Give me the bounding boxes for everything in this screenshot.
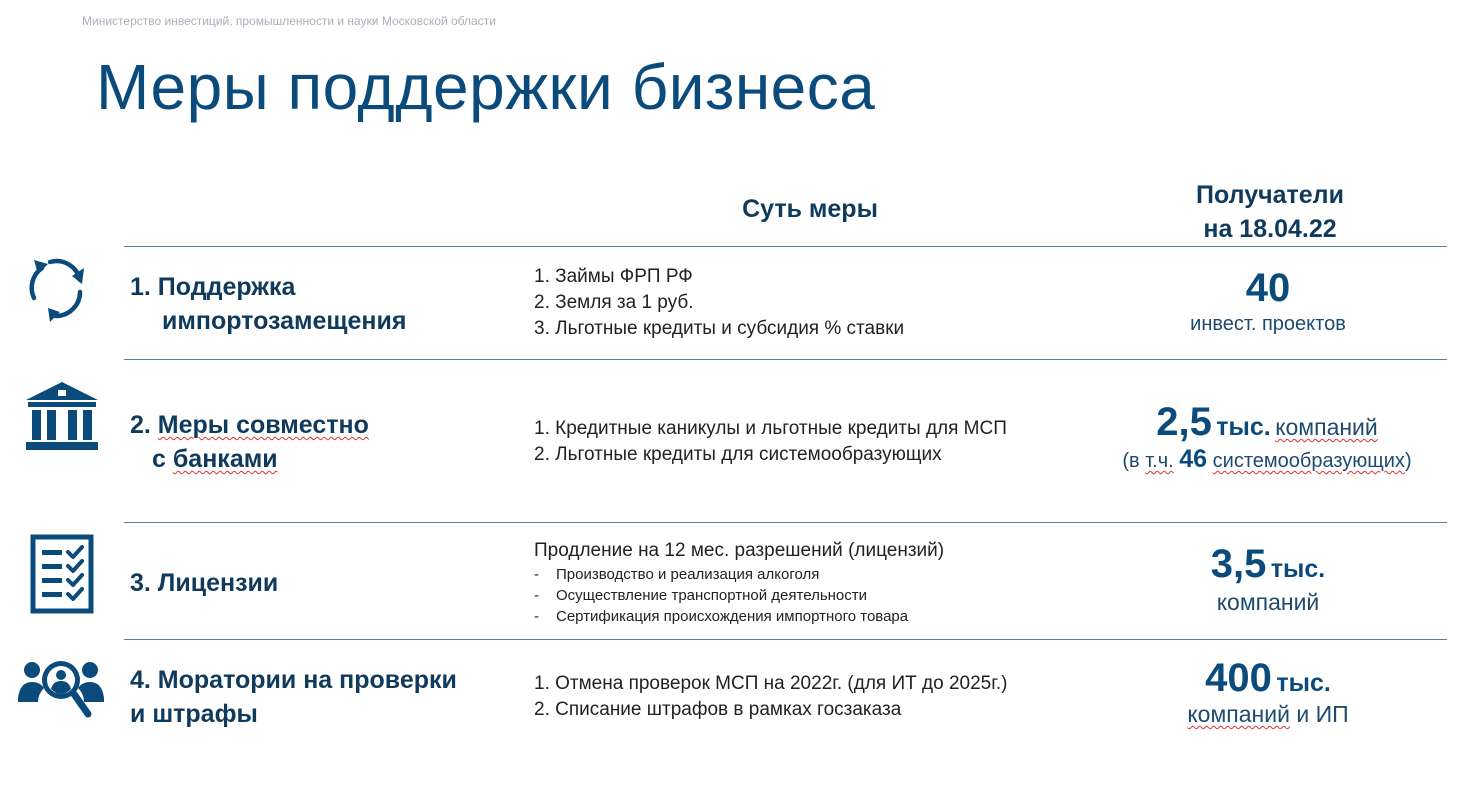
- list-item: 1. Отмена проверок МСП на 2022г. (для ИТ до 2025г.): [534, 673, 1008, 694]
- recipients-header-line2: на 18.04.22: [1203, 215, 1337, 243]
- subitem-text: Производство и реализация алкоголя: [556, 566, 820, 583]
- row-2-description: [534, 416, 1007, 468]
- recipients-number: 3,5: [1210, 542, 1267, 586]
- row-2-title: [130, 408, 369, 476]
- recipients-label: компаний: [1275, 414, 1378, 440]
- bank-building-icon: [24, 380, 100, 452]
- description-lead: Продление на 12 мес. разрешений (лицензий): [534, 540, 945, 561]
- recipients-unit: тыс.: [1276, 669, 1331, 697]
- recipients-label: компаний: [1216, 589, 1320, 615]
- divider: [124, 246, 1447, 247]
- divider: [124, 639, 1447, 640]
- row-2-number: 2.: [130, 411, 158, 439]
- row-1-title: [130, 270, 406, 338]
- note-open: (в: [1122, 450, 1146, 472]
- divider: [124, 522, 1447, 523]
- note-text: системообразующих: [1212, 450, 1405, 472]
- row-1-title-line2: импортозамещения: [162, 307, 407, 335]
- row-2-title-banks: банками: [172, 445, 278, 473]
- list-item: 2. Льготные кредиты для системообразующих: [534, 444, 942, 465]
- row-2-title-pre: с: [152, 445, 173, 473]
- recipients-number: 2,5: [1156, 400, 1212, 444]
- recipients-label-b: и ИП: [1289, 701, 1349, 727]
- subitem-text: Осуществление транспортной деятельности: [556, 587, 868, 604]
- note-number: 46: [1179, 445, 1208, 473]
- row-3-description: [534, 538, 944, 627]
- note-abbr: т.ч.: [1145, 450, 1174, 472]
- row-4-title-line2: и штрафы: [130, 700, 258, 728]
- row-4-title-line1: 4. Моратории на проверки: [130, 666, 457, 694]
- checklist-icon: [30, 534, 94, 614]
- list-item: 1. Кредитные каникулы и льготные кредиты для МСП: [534, 418, 1007, 439]
- column-header-measure: Суть меры: [742, 195, 878, 223]
- recipients-main: [1100, 400, 1434, 445]
- row-2-title-line1: [130, 408, 369, 442]
- recipients-label: [1148, 701, 1388, 728]
- list-item: 2. Земля за 1 руб.: [534, 292, 694, 313]
- recipients-label-a: компаний: [1187, 701, 1290, 727]
- list-item: [534, 606, 944, 627]
- group-search-icon: [18, 656, 104, 722]
- recipients-note: [1100, 445, 1434, 474]
- row-4-description: [534, 671, 1007, 723]
- row-3-title-line1: 3. Лицензии: [130, 569, 279, 597]
- row-3-recipients: [1168, 542, 1368, 616]
- recipients-unit: тыс.: [1270, 555, 1326, 583]
- note-close: ): [1404, 450, 1412, 472]
- recipients-label: инвест. проектов: [1190, 313, 1346, 335]
- dash: -: [534, 608, 539, 625]
- recipients-main: [1148, 656, 1388, 701]
- recipients-number: 40: [1245, 266, 1291, 310]
- row-1-description: [534, 264, 904, 342]
- list-item: [534, 585, 944, 606]
- subitem-text: Сертификация происхождения импортного товара: [556, 608, 909, 625]
- recipients-unit: тыс.: [1216, 413, 1271, 441]
- list-item: 3. Льготные кредиты и субсидия % ставки: [534, 318, 905, 339]
- row-4-recipients: [1148, 656, 1388, 728]
- row-1-title-line1: 1. Поддержка: [130, 273, 296, 301]
- ministry-label: Министерство инвестиций, промышленности и науки Московской области: [82, 14, 496, 28]
- list-item: 2. Списание штрафов в рамках госзаказа: [534, 699, 902, 720]
- recipients-header-line1: Получатели: [1196, 181, 1344, 209]
- page-title: Меры поддержки бизнеса: [96, 51, 876, 123]
- row-2-title-text: Меры совместно: [157, 411, 369, 439]
- row-4-title: [130, 663, 457, 731]
- row-2-title-line2: [130, 442, 369, 476]
- recipients-main: [1168, 542, 1368, 587]
- row-3-title: [130, 566, 278, 600]
- recipients-number: 400: [1205, 656, 1272, 700]
- row-1-recipients: [1168, 266, 1368, 336]
- refresh-cycle-icon: [20, 254, 92, 326]
- row-2-recipients: [1100, 400, 1434, 474]
- list-item: 1. Займы ФРП РФ: [534, 266, 693, 287]
- dash: -: [534, 587, 539, 604]
- divider: [124, 359, 1447, 360]
- list-item: [534, 564, 944, 585]
- column-header-recipients: [1150, 178, 1390, 246]
- dash: -: [534, 566, 539, 583]
